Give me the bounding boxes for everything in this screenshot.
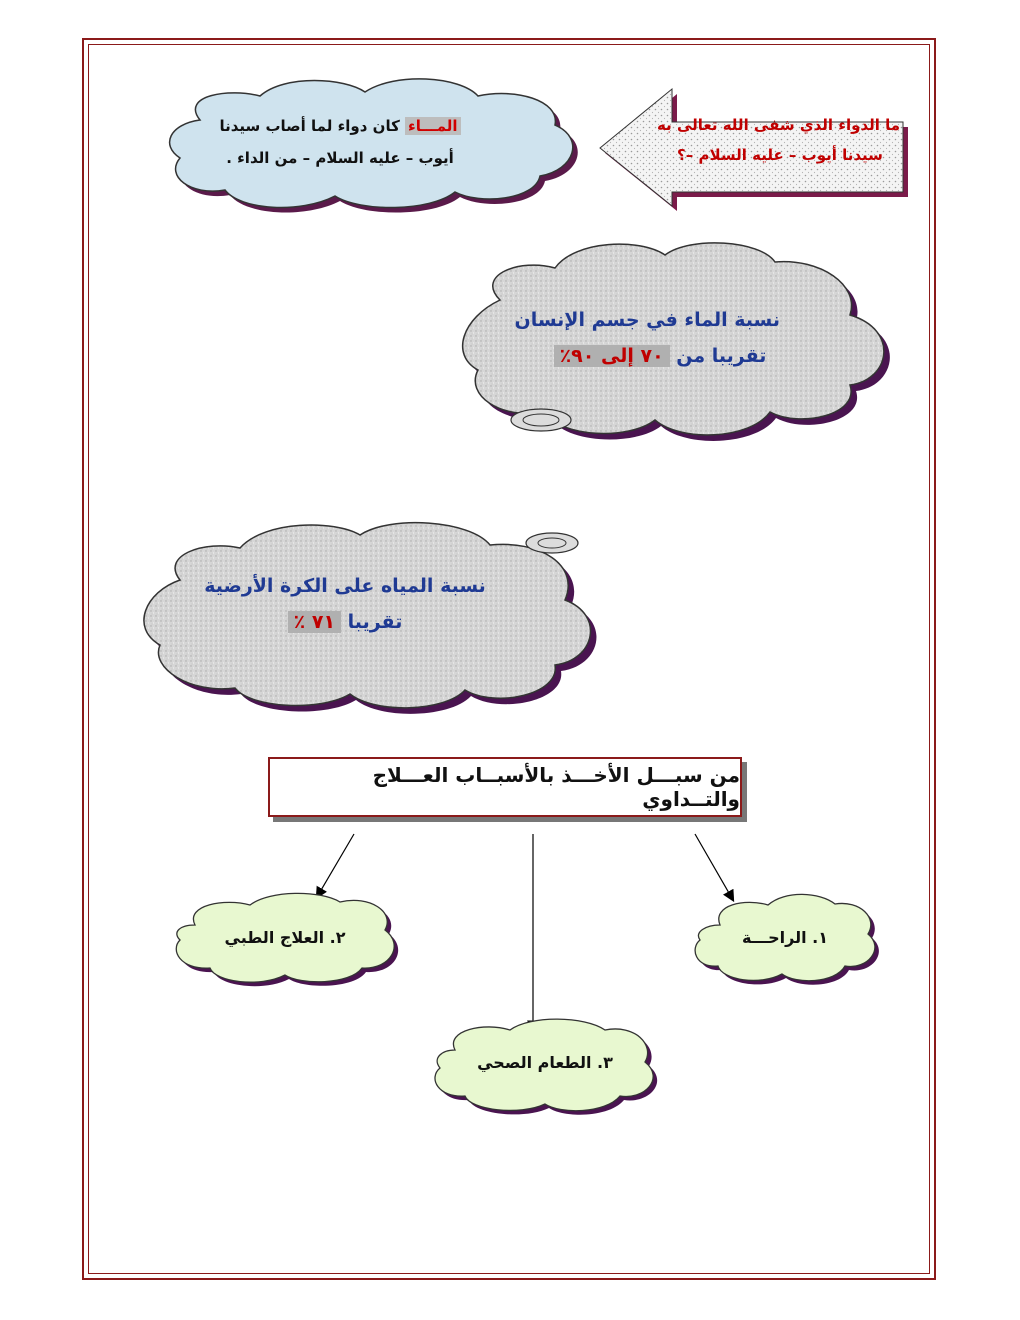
earth-water-line-1: نسبة المياه على الكرة الأرضية — [204, 575, 486, 597]
body-water-prefix: تقريبا من — [669, 345, 767, 367]
medical-label: ٢. العلاج الطبي — [224, 928, 346, 947]
body-water-value: ٧٠ إلى ٩٠٪ — [554, 345, 670, 367]
earth-water-value: ٧١ ٪ — [288, 611, 341, 633]
answer-line-1-rest: كان دواء لما أصاب سيدنا — [219, 117, 406, 135]
earth-water-text — [200, 568, 490, 640]
arrow-to-rest — [695, 834, 733, 900]
body-water-text — [514, 302, 780, 374]
question-line-1: ما الدواء الذي شفى الله تعالى به — [657, 116, 900, 134]
answer-text — [195, 110, 485, 174]
question-line-2: سيدنا أيوب – عليه السلام –؟ — [677, 146, 883, 164]
title-text: من سبـــل الأخـــذ بالأسبــاب العـــلاج والتــداوي — [372, 763, 740, 811]
arrow-to-medical — [317, 834, 354, 897]
answer-line-2: أيوب – عليه السلام – من الداء . — [226, 149, 454, 167]
body-water-line-2 — [540, 338, 780, 374]
earth-water-line-2 — [200, 604, 490, 640]
rest-label: ١. الراحـــة — [742, 928, 828, 947]
title-box — [268, 757, 742, 817]
answer-line-1 — [195, 110, 485, 142]
earth-water-prefix: تقريبا — [341, 611, 403, 633]
water-word: المـــاء — [405, 117, 461, 135]
question-text — [657, 110, 900, 170]
body-water-line-1: نسبة الماء في جسم الإنسان — [514, 309, 780, 331]
food-label: ٣. الطعام الصحي — [477, 1053, 613, 1072]
